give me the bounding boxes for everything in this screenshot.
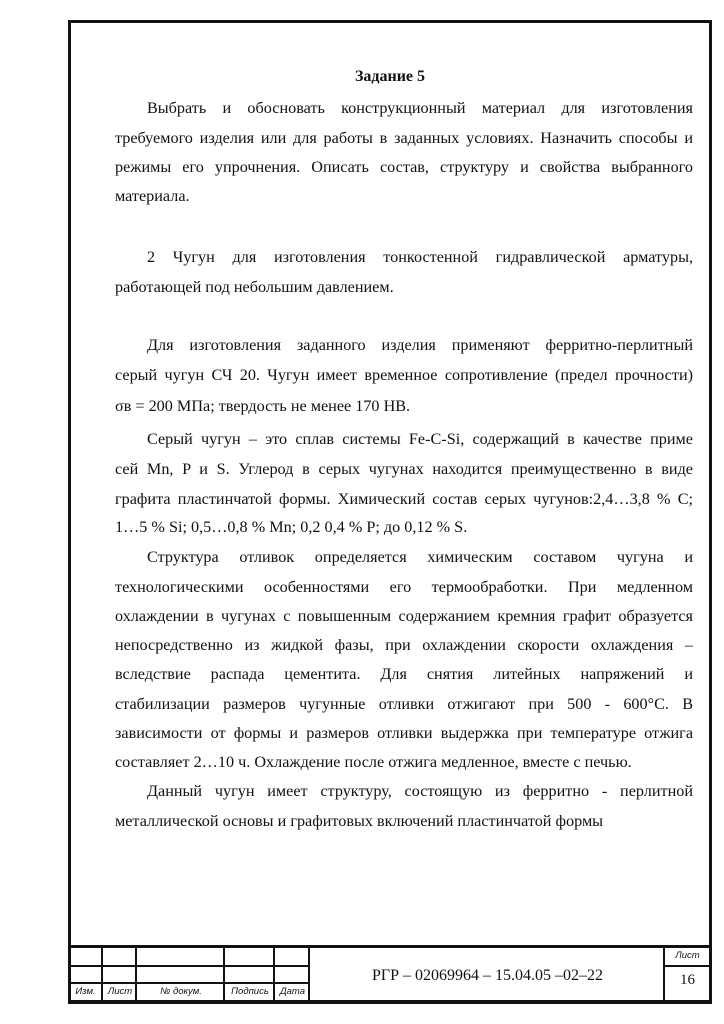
text-line: Данный чугун имеет структуру, состоящую из ферритно - перлитной [147,782,693,800]
text-line: зависимости от формы и размеров отливки выдержка при температуре отжига [115,724,693,742]
text-line: Серый чугун – это сплав системы Fe-C-Si, содержащий в качестве приме [147,430,693,448]
text-line: Для изготовления заданного изделия применяют ферритно-перлитный [147,336,693,354]
text-line: сей Mn, P и S. Углерод в серых чугунах находится преимущественно в виде [115,460,693,478]
sheet-number: 16 [680,972,695,988]
label-signature: Подпись [231,986,269,997]
text-line: Структура отливок определяется химическим составом чугуна и [147,548,693,566]
text-line: серый чугун СЧ 20. Чугун имеет временное сопротивление (предел прочности) [115,366,693,384]
label-change: Изм. [75,986,96,997]
text-line: 1…5 % Si; 0,5…0,8 % Mn; 0,2 0,4 % P; до 0,12 % S. [115,518,468,536]
task-title: Задание 5 [354,68,426,85]
label-date: Дата [279,986,306,997]
text-line: технологическими особенностями его термообработки. При медленном [115,578,693,596]
text-line: графита пластинчатой формы. Химический состав серых чугунов:2,4…3,8 % С; [115,490,693,508]
text-line: материала. [115,187,190,205]
label-doc-number: № докум. [160,986,202,997]
text-line: составляет 2…10 ч. Охлаждение после отжига медленное, вместе с печью. [115,753,632,771]
text-line: работающей под небольшим давлением. [115,278,394,296]
text-line: непосредственно из жидкой фазы, при охлаждении скорости охлаждения – [115,636,693,654]
text-line: Выбрать и обосновать конструкционный материал для изготовления [147,99,693,117]
label-sheet: Лист [107,986,133,997]
text-line: 2 Чугун для изготовления тонкостенной гидравлической арматуры, [147,248,693,266]
text-line: требуемого изделия или для работы в заданных условиях. Назначить способы и [115,129,693,147]
text-line: стабилизации размеров чугунные отливки отжигают при 500 - 600°С. В [115,695,693,713]
text-line: режимы его упрочнения. Описать состав, структуру и свойства выбранного [115,158,693,176]
text-line: металлической основы и графитовых включений пластинчатой формы [115,812,604,830]
text-line: охлаждении в чугунах с повышенным содержанием кремния графит образуется [115,607,693,625]
text-line: σв = 200 МПа; твердость не менее 170 НВ. [115,397,411,415]
label-sheet-right: Лист [675,950,700,961]
text-line: вследствие распада цементита. Для снятия литейных напряжений и [115,665,693,683]
document-code: РГР – 02069964 – 15.04.05 –02–22 [371,967,604,984]
